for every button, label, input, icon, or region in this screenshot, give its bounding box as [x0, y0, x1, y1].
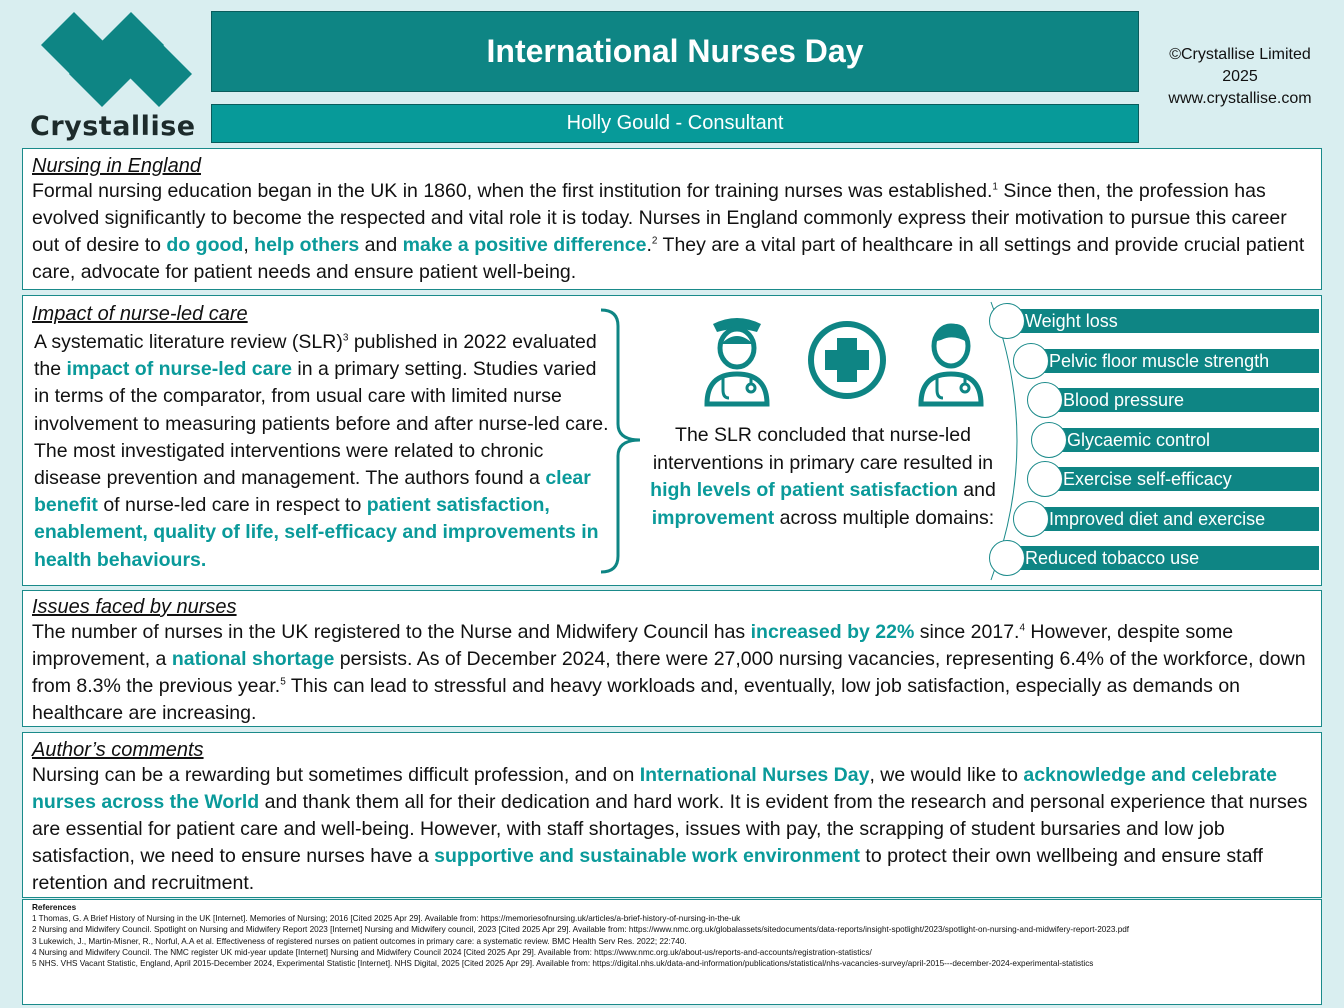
text: ,: [243, 234, 255, 256]
outcome-item: Pelvic floor muscle strength: [1041, 349, 1319, 373]
text: Since then, the profession has evolved significantly to become the respected and vital role it is today. Nurses in England commonly express their motivation to pursue this career out of desire to: [32, 180, 1287, 256]
citation: 1: [992, 181, 998, 193]
section-authors-comments: [22, 732, 1322, 898]
section-issues-faced-by-nurses: [22, 590, 1322, 727]
text: persists. As of December 2024, there were 27,000 nursing vacancies, representing 6.4% of the workforce, down from 8.3% the previous year.: [32, 648, 1306, 697]
outcome-bullet: [989, 540, 1025, 576]
text: since 2017.: [914, 621, 1020, 643]
text: This can lead to stressful and heavy workloads and, eventually, low job satisfaction, especially as demands on healthcare are increasing.: [32, 675, 1241, 724]
outcome-item: Exercise self-efficacy: [1055, 467, 1319, 491]
highlight: International Nurses Day: [639, 764, 870, 786]
outcome-item: Blood pressure: [1055, 388, 1319, 412]
text: The number of nurses in the UK registered to the Nurse and Midwifery Council has: [32, 621, 751, 643]
section-heading: Author’s comments: [32, 739, 204, 761]
nurse-icons: [701, 316, 1001, 416]
page-title: International Nurses Day: [211, 11, 1139, 92]
section-heading: Issues faced by nurses: [32, 596, 237, 618]
author-subtitle: Holly Gould - Consultant: [211, 104, 1139, 143]
female-nurse-icon: [707, 318, 767, 404]
copyright-line: ©Crystallise Limited: [1169, 46, 1311, 63]
section-body: [32, 762, 1312, 897]
outcome-bullet: [1027, 461, 1063, 497]
section-body: [32, 178, 1312, 286]
citation: 2: [651, 235, 658, 247]
highlight: national shortage: [171, 648, 335, 670]
reference-item: 3 Lukewich, J., Martin-Misner, R., Norful, A.A et al. Effectiveness of registered nurses on patient outcomes in primary care: a systematic review. BMC Health Serv Res. 2022; 22:740.: [32, 936, 687, 946]
section-body: [32, 619, 1312, 727]
outcome-item: Reduced tobacco use: [1017, 546, 1319, 570]
reference-item: 2 Nursing and Midwifery Council. Spotlight on Nursing and Midwifery Report 2023 [Internet] Nursing and Midwifery council, 2023 [Cited 2025 Apr 29]. Available from: https://www.nmc.org.uk/globalassets/sitedocuments/data-reports/insight-spotlight/2023/spotlight-on-nursing-and-midwifery-report-2023.pdf: [32, 925, 1130, 935]
text: and: [359, 234, 403, 256]
slr-conclusion: [633, 422, 1013, 532]
text: However, despite some improvement, a: [32, 621, 1234, 670]
section-body: [34, 329, 609, 574]
highlight: high levels of patient satisfaction: [650, 479, 958, 501]
outcome-bullet: [1027, 382, 1063, 418]
references-section: [22, 899, 1322, 1005]
outcome-item: Weight loss: [1017, 309, 1319, 333]
section-heading: Impact of nurse-led care: [32, 303, 248, 325]
outcome-item: Glycaemic control: [1059, 428, 1319, 452]
citation: 5: [280, 676, 286, 688]
highlight: patient satisfaction, enablement, quality of life, self-efficacy and improvements in health behaviours.: [34, 494, 599, 571]
highlight: supportive and sustainable work environment: [434, 845, 861, 867]
text: Nursing can be a rewarding but sometimes difficult profession, and on: [32, 764, 640, 786]
citation: 4: [1019, 622, 1026, 634]
outcome-bullet: [1031, 422, 1067, 458]
text: and thank them all for their dedication and hard work. It is evident from the research and personal experience that nurses are essential for patient care and well-being. However, with staff shortages, issues with pay, the scrapping of student bursaries and low job satisfaction, we need to ensure nurses have a: [32, 791, 1308, 867]
outcome-bullet: [1013, 501, 1049, 537]
copyright-notice: [1150, 44, 1330, 110]
outcome-item: Improved diet and exercise: [1041, 507, 1319, 531]
text: published in 2022 evaluated the: [34, 331, 597, 381]
text: Formal nursing education began in the UK in 1860, when the first institution for training nurses was established.: [32, 180, 993, 202]
website-link[interactable]: www.crystallise.com: [1168, 90, 1312, 107]
text: and: [957, 479, 996, 501]
highlight: increased by 22%: [750, 621, 915, 643]
references-heading: References: [32, 903, 77, 912]
text: A systematic literature review (SLR): [34, 331, 343, 353]
reference-item: 1 Thomas, G. A Brief History of Nursing in the UK [Internet]. Memories of Nursing; 2016 [Cited 2025 Apr 29]. Available from: https://memoriesofnursing.uk/articles/a-brief-history-of-nursing-in-the-uk: [32, 914, 741, 924]
reference-item: 5 NHS. VHS Vacant Statistic, England, April 2015-December 2024, Experimental Statistic [Internet]. NHS Digital, 2025 [Cited 2025 Apr 29]. Available from: https://digital.nhs.uk/data-and-information/publications/statistical/nhs-vacancies-survey/april-2015---december-2024-experimental-statistics: [32, 959, 1094, 969]
outcome-bullet: [989, 303, 1025, 339]
text: The SLR concluded that nurse-led interventions in primary care resulted in: [652, 424, 994, 474]
highlight: clear benefit: [34, 467, 591, 517]
highlight: make a positive difference: [402, 234, 647, 256]
medical-cross-icon: [811, 324, 883, 396]
text: .: [646, 234, 652, 256]
highlight: impact of nurse-led care: [66, 358, 292, 381]
logo-text: Crystallise: [30, 111, 196, 142]
text: across multiple domains:: [774, 506, 995, 529]
text: to protect their own wellbeing and ensure staff retention and recruitment.: [32, 845, 1263, 894]
citation: 3: [342, 332, 349, 344]
copyright-year: 2025: [1222, 68, 1258, 85]
reference-item: 4 Nursing and Midwifery Council. The NMC register UK mid-year update [Internet] Nursing and Midwifery Council 2024 [Cited 2025 Apr 29]. Available from: https://www.nmc.org.uk/about-us/reports-and-accounts/registration-statistics/: [32, 947, 872, 957]
outcome-bullet: [1013, 343, 1049, 379]
section-heading: Nursing in England: [32, 155, 201, 177]
highlight: acknowledge and celebrate nurses across the World: [32, 764, 1277, 813]
section-impact-of-nurse-led-care: [22, 295, 1322, 586]
highlight: improvement: [651, 506, 775, 529]
text: They are a vital part of healthcare in all settings and provide crucial patient care, advocate for patient needs and ensure patient well-being.: [32, 234, 1305, 283]
text: , we would like to: [869, 764, 1024, 786]
male-nurse-icon: [921, 324, 981, 404]
highlight: help others: [254, 234, 360, 256]
section-nursing-in-england: [22, 148, 1322, 290]
text: of nurse-led care in respect to: [97, 494, 367, 517]
highlight: do good: [166, 234, 244, 256]
text: in a primary setting. Studies varied in terms of the comparator, from usual care with limited nurse involvement to measuring patients before and after nurse-led care. The most investigated interventions were related to chronic disease prevention and management. The authors found a: [34, 358, 609, 490]
